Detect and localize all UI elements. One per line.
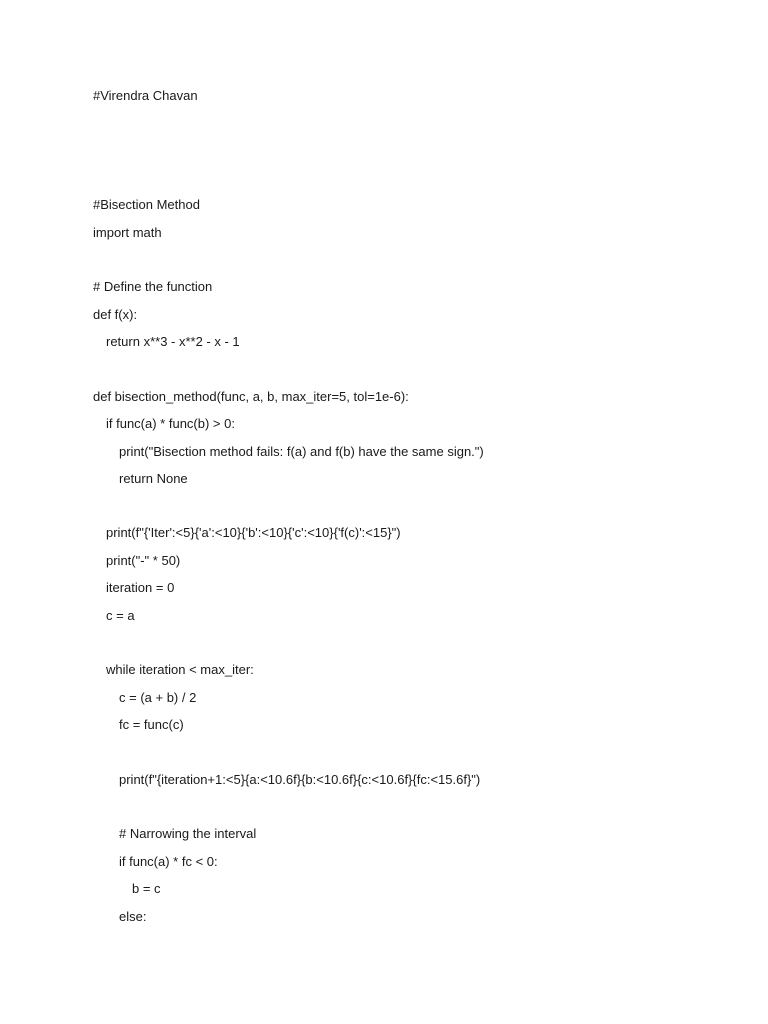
- code-line: #Bisection Method: [93, 197, 200, 212]
- code-line: if func(a) * fc < 0:: [119, 854, 218, 869]
- code-line: return None: [119, 471, 188, 486]
- code-line: else:: [119, 909, 147, 924]
- code-line: # Define the function: [93, 279, 213, 294]
- code-line: print(f"{iteration+1:<5}{a:<10.6f}{b:<10.6f}{c:<10.6f}{fc:<15.6f}"): [119, 772, 481, 787]
- code-line: if func(a) * func(b) > 0:: [106, 416, 235, 431]
- code-line: print(f"{'Iter':<5}{'a':<10}{'b':<10}{'c':<10}{'f(c)':<15}"): [106, 525, 401, 540]
- code-line: import math: [93, 225, 162, 240]
- code-line: iteration = 0: [106, 580, 175, 595]
- author-comment: #Virendra Chavan: [93, 88, 198, 103]
- code-line: c = (a + b) / 2: [119, 690, 197, 705]
- code-line: def bisection_method(func, a, b, max_iter=5, tol=1e-6):: [93, 389, 409, 404]
- code-line: return x**3 - x**2 - x - 1: [106, 334, 240, 349]
- code-line: def f(x):: [93, 307, 138, 322]
- code-line: print("Bisection method fails: f(a) and f(b) have the same sign."): [119, 444, 484, 459]
- code-line: while iteration < max_iter:: [106, 662, 254, 677]
- code-line: c = a: [106, 608, 135, 623]
- code-line: fc = func(c): [119, 717, 184, 732]
- code-line: b = c: [132, 881, 161, 896]
- code-line: # Narrowing the interval: [119, 826, 257, 841]
- code-line: print("-" * 50): [106, 553, 181, 568]
